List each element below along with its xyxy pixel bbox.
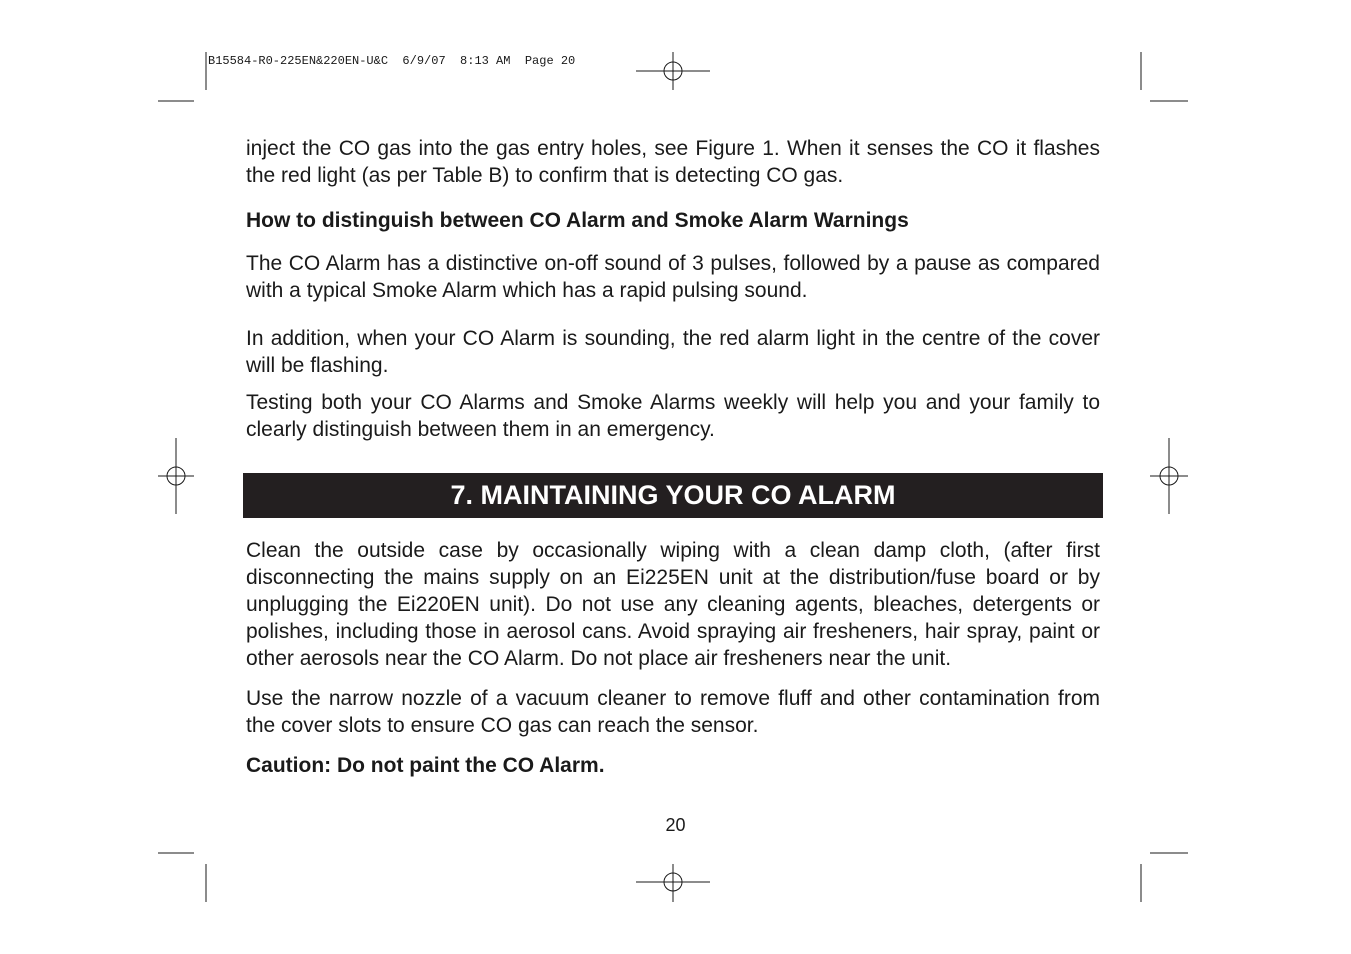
registration-mark-left	[158, 438, 194, 514]
distinctive-sound-block	[246, 250, 1100, 304]
weekly-testing-block	[246, 389, 1100, 443]
registration-mark-top	[636, 52, 710, 90]
paragraph-weekly-testing: Testing both your CO Alarms and Smoke Alarms weekly will help you and your family to clearly distinguish between them in an emergency.	[246, 391, 1100, 441]
registration-mark-right	[1150, 438, 1188, 514]
vacuum-block	[246, 685, 1100, 739]
heading-distinguish-alarms: How to distinguish between CO Alarm and Smoke Alarm Warnings	[246, 209, 909, 232]
caution-block	[246, 752, 1100, 779]
intro-paragraph-block	[246, 135, 1100, 189]
registration-mark-bottom	[636, 864, 710, 902]
paragraph-inject-co: inject the CO gas into the gas entry holes, see Figure 1. When it senses the CO it flashes the red light (as per Table B) to confirm that is detecting CO gas.	[246, 137, 1100, 187]
section-banner-maintaining: 7. MAINTAINING YOUR CO ALARM	[243, 473, 1103, 518]
paragraph-cleaning: Clean the outside case by occasionally wiping with a clean damp cloth, (after first disconnecting the mains supply on an Ei225EN unit at the distribution/fuse board or by unplugging the Ei220EN unit). Do not use any cleaning agents, bleaches, detergents or polishes, including those in aerosol cans. Avoid spraying air fresheners, hair spray, paint or other aerosols near the CO Alarm. Do not place air fresheners near the unit.	[246, 539, 1100, 670]
distinguish-heading-block	[246, 207, 1100, 234]
caution-text: Caution: Do not paint the CO Alarm.	[246, 754, 605, 777]
paragraph-distinctive-sound: The CO Alarm has a distinctive on-off sound of 3 pulses, followed by a pause as compared with a typical Smoke Alarm which has a rapid pulsing sound.	[246, 252, 1100, 302]
red-light-block	[246, 325, 1100, 379]
cleaning-block	[246, 537, 1100, 672]
print-slug: B15584-R0-225EN&220EN-U&C 6/9/07 8:13 AM Page 20	[208, 54, 576, 68]
page-number: 20	[665, 815, 686, 835]
paragraph-red-light: In addition, when your CO Alarm is sounding, the red alarm light in the centre of the cover will be flashing.	[246, 327, 1100, 377]
paragraph-vacuum: Use the narrow nozzle of a vacuum cleaner to remove fluff and other contamination from the cover slots to ensure CO gas can reach the sensor.	[246, 687, 1100, 737]
